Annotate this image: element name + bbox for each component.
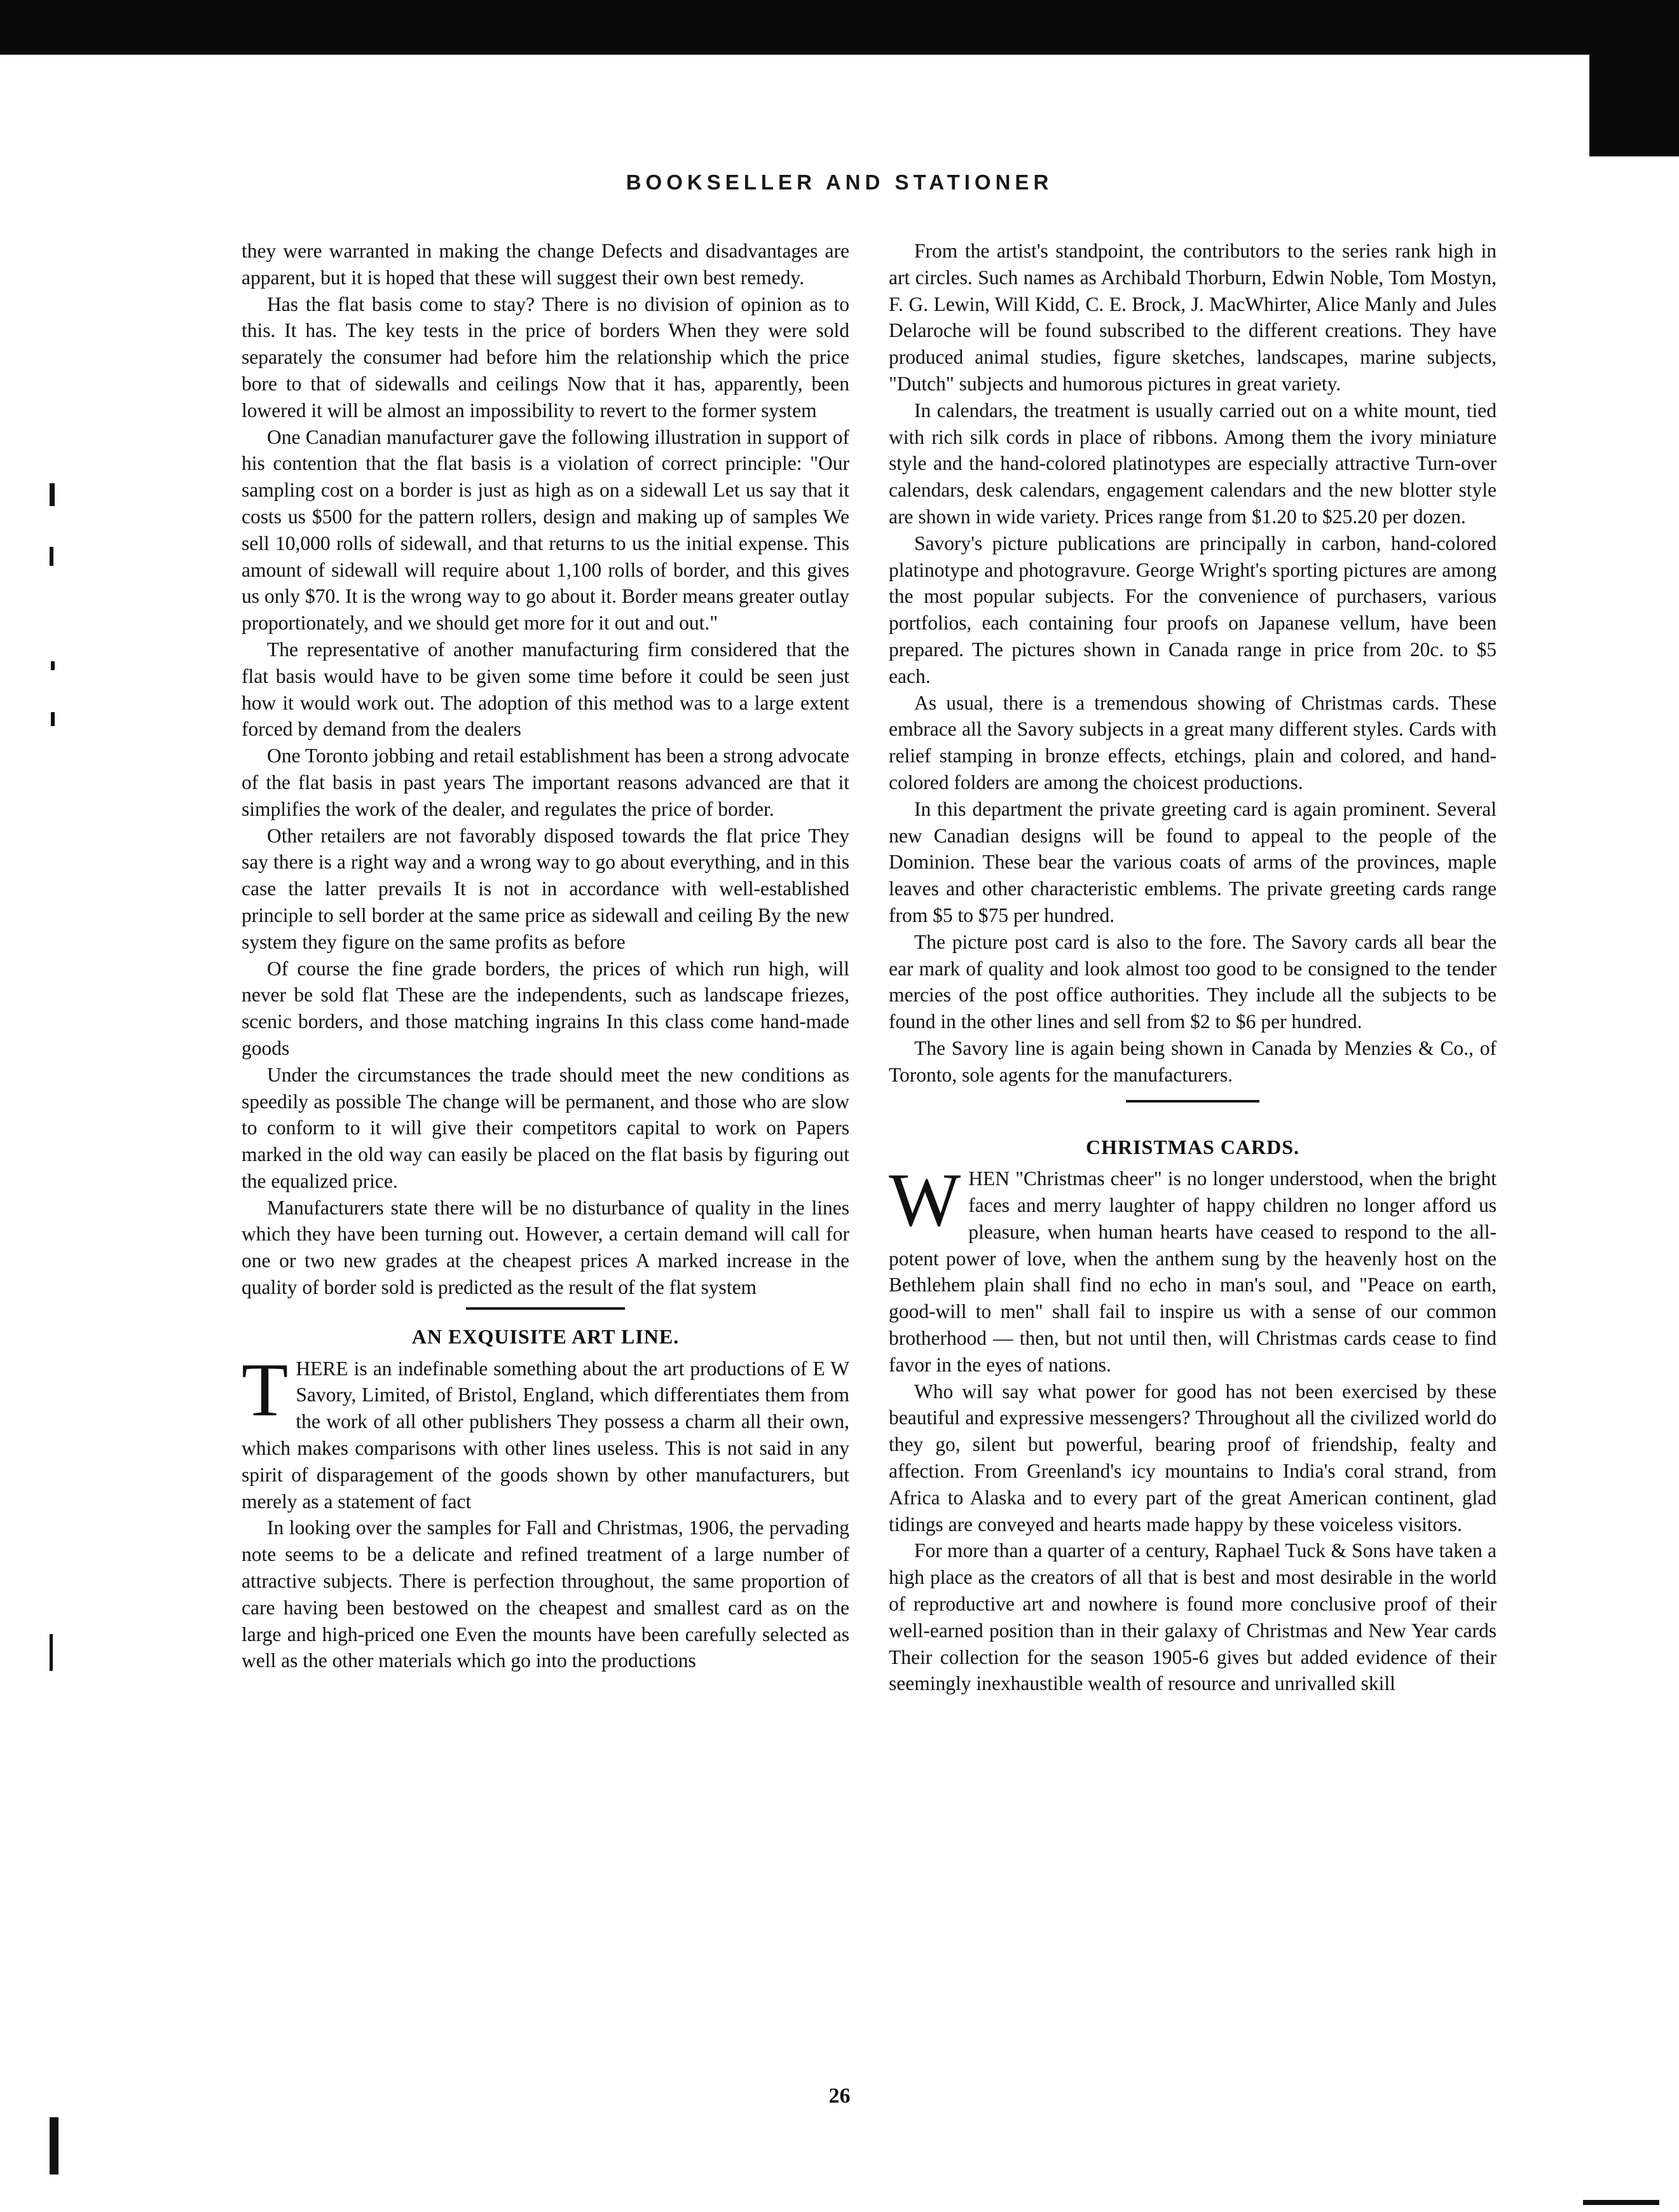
left-column (242, 238, 849, 1674)
section-title-christmas-cards: CHRISTMAS CARDS. (1085, 1135, 1300, 1158)
article-paragraph: One Canadian manufacturer gave the following illustration in support of his contention that the flat basis is a violation of correct principle: "Our sampling cost on a border is just as high as on a sidewall Let us say that it costs us $500 for the pattern rollers, design and making up of samples We sell 10,000 rolls of sidewall, and that returns to us the initial expense. This amount of sidewall will require about 1,100 rolls of border, and this gives us only $70. It is the wrong way to go about it. Border means greater outlay proportionately, and we should get more for it out and out." (242, 425, 849, 635)
article-paragraph-lead (242, 1347, 849, 1515)
article-paragraph: they were warranted in making the change Defects and disadvantages are apparent, but it is hoped that these will suggest their own best remedy. (242, 240, 849, 289)
article-paragraph: The picture post card is also to the fore. The Savory cards all bear the ear mark of quality and look almost too good to be consigned to the tender mercies of the post office authorities. They include all the subjects to be found in the other lines and sell from $2 to $6 per hundred. (889, 930, 1497, 1033)
section-divider (1126, 1100, 1259, 1103)
article-paragraph: Under the circumstances the trade should meet the new conditions as speedily as possible The change will be permanent, and those who are slow to conform to it will give their competitors capital to work on Papers marked in the old way can easily be placed on the flat basis by figuring out the equalized price. (242, 1063, 849, 1192)
article-paragraph: Manufacturers state there will be no disturbance of quality in the lines which they have been turning out. However, a certain demand will call for one or two new grades at the cheapest prices A marked increase in the quality of border sold is predicted as the result of the flat system (242, 1196, 849, 1299)
article-paragraph: Who will say what power for good has not been exercised by these beautiful and expressive messengers? Throughout all the civilized world do they go, silent but powerful, bearing proof of friendship, fealty and affection. From Greenland's icy mountains to India's coral strand, from Africa to Alaska and to every part of the great American continent, glad tidings are conveyed and hearts made happy by these voiceless visitors. (889, 1380, 1497, 1535)
article-paragraph: Savory's picture publications are principally in carbon, hand-colored platinotype and photogravure. George Wright's sporting pictures are among the most popular subjects. For the convenience of purchasers, various portfolios, each containing four proofs on Japanese vellum, have been prepared. The pictures shown in Canada range in price from 20c. to $5 each. (889, 532, 1497, 687)
article-paragraph: The Savory line is again being shown in Canada by Menzies & Co., of Toronto, sole agents for the manufacturers. (889, 1036, 1497, 1086)
scan-border-top (0, 0, 1679, 55)
article-paragraph: Of course the fine grade borders, the prices of which run high, will never be sold flat These are the independents, such as landscape friezes, scenic borders, and those matching ingrains In this class come hand-made goods (242, 957, 849, 1059)
page-number: 26 (828, 2084, 851, 2108)
article-paragraph: Has the flat basis come to stay? There is no division of opinion as to this. It has. The key tests in the price of borders When they were sold separately the consumer had before him the relationship which the price bore to that of sidewalls and ceilings Now that it has, apparently, been lowered it will be almost an impossibility to revert to the former system (242, 292, 849, 422)
scan-speck (50, 547, 53, 566)
article-paragraph: As usual, there is a tremendous showing of Christmas cards. These embrace all the Savory subjects in a great many different styles. Cards with relief stamping in bronze effects, etchings, plain and colored, and hand-colored folders are among the choicest productions. (889, 691, 1497, 793)
lead-text: HEN "Christmas cheer" is no longer understood, when the bright faces and merry laughter of happy children no longer afford us pleasure, when human hearts have ceased to respond to the all-potent power of love, when the anthem sung by the heavenly host on the Bethlehem plain shall find no echo in man's soul, and "Peace on earth, good-will to men" shall fail to inspire us with a sense of our common brotherhood — then, but not until then, will Christmas cards cease to find favor in the eyes of nations. (889, 1167, 1497, 1376)
scan-speck (50, 2117, 58, 2174)
article-paragraph: The representative of another manufacturing firm considered that the flat basis would have to be given some time before it could be seen just how it would work out. The adoption of this method was to a large extent forced by demand from the dealers (242, 638, 849, 741)
scan-speck (1583, 2200, 1659, 2205)
scan-border-corner (1589, 55, 1679, 156)
section-divider (466, 1307, 625, 1310)
article-paragraph: From the artist's standpoint, the contributors to the series rank high in art circles. Such names as Archibald Thorburn, Edwin Noble, Tom Mostyn, F. G. Lewin, Will Kidd, C. E. Brock, J. MacWhirter, Alice Manly and Jules Delaroche will be found subscribed to the different creations. They have produced animal studies, figure sketches, landscapes, marine subjects, "Dutch" subjects and humorous pictures in great variety. (889, 240, 1497, 395)
article-paragraph: In this department the private greeting card is again prominent. Several new Canadian designs will be found to appeal to the people of the Dominion. These bear the various coats of arms of the provinces, maple leaves and other characteristic emblems. The private greeting cards range from $5 to $75 per hundred. (889, 797, 1497, 926)
lead-text: HERE is an indefinable something about the art productions of E W Savory, Limited, of Bristol, England, which differentiates them from the work of all other publishers They possess a charm all their own, which makes comparisons with other lines useless. This is not said in any spirit of disparagement of the goods shown by other manufacturers, but merely as a statement of fact (242, 1357, 849, 1513)
drop-cap: W (889, 1157, 961, 1242)
scan-speck (50, 483, 55, 506)
article-paragraph-lead (889, 1157, 1497, 1378)
article-paragraph: One Toronto jobbing and retail establishment has been a strong advocate of the flat basis in past years The important reasons advanced are that it simplifies the work of the dealer, and regulates the price of border. (242, 745, 849, 820)
page-header: BOOKSELLER AND STATIONER (626, 170, 1053, 194)
article-paragraph: In looking over the samples for Fall and Christmas, 1906, the pervading note seems to be a delicate and refined treatment of a large number of attractive subjects. There is perfection throughout, the same proportion of care having been bestowed on the cheapest and smallest card as on the large and high-priced one Even the mounts have been carefully selected as well as the other materials which go into the productions (242, 1516, 849, 1672)
article-paragraph: Other retailers are not favorably disposed towards the flat price They say there is a right way and a wrong way to go about everything, and in this case the latter prevails It is not in accordance with well-established principle to sell border at the same price as sidewall and ceiling By the new system they figure on the same profits as before (242, 824, 849, 953)
scan-speck (51, 661, 55, 670)
article-paragraph: For more than a quarter of a century, Raphael Tuck & Sons have taken a high place as the creators of all that is best and most desirable in the world of reproductive art and nowhere is found more conclusive proof of their well-earned position than in their galaxy of Christmas and New Year cards Their collection for the season 1905-6 gives but added evidence of their seemingly inexhaustible wealth of resource and unrivalled skill (889, 1539, 1497, 1695)
right-column (889, 238, 1497, 1697)
drop-cap: T (242, 1347, 289, 1432)
article-paragraph: In calendars, the treatment is usually carried out on a white mount, tied with rich silk cords in place of ribbons. Among them the ivory miniature style and the hand-colored platinotypes are especially attractive Turn-over calendars, desk calendars, engagement calendars and the new blotter style are shown in wide variety. Prices range from $1.20 to $25.20 per dozen. (889, 399, 1497, 528)
scan-speck (50, 1634, 53, 1671)
section-title-art-line: AN EXQUISITE ART LINE. (411, 1324, 680, 1348)
scan-speck (51, 712, 55, 726)
